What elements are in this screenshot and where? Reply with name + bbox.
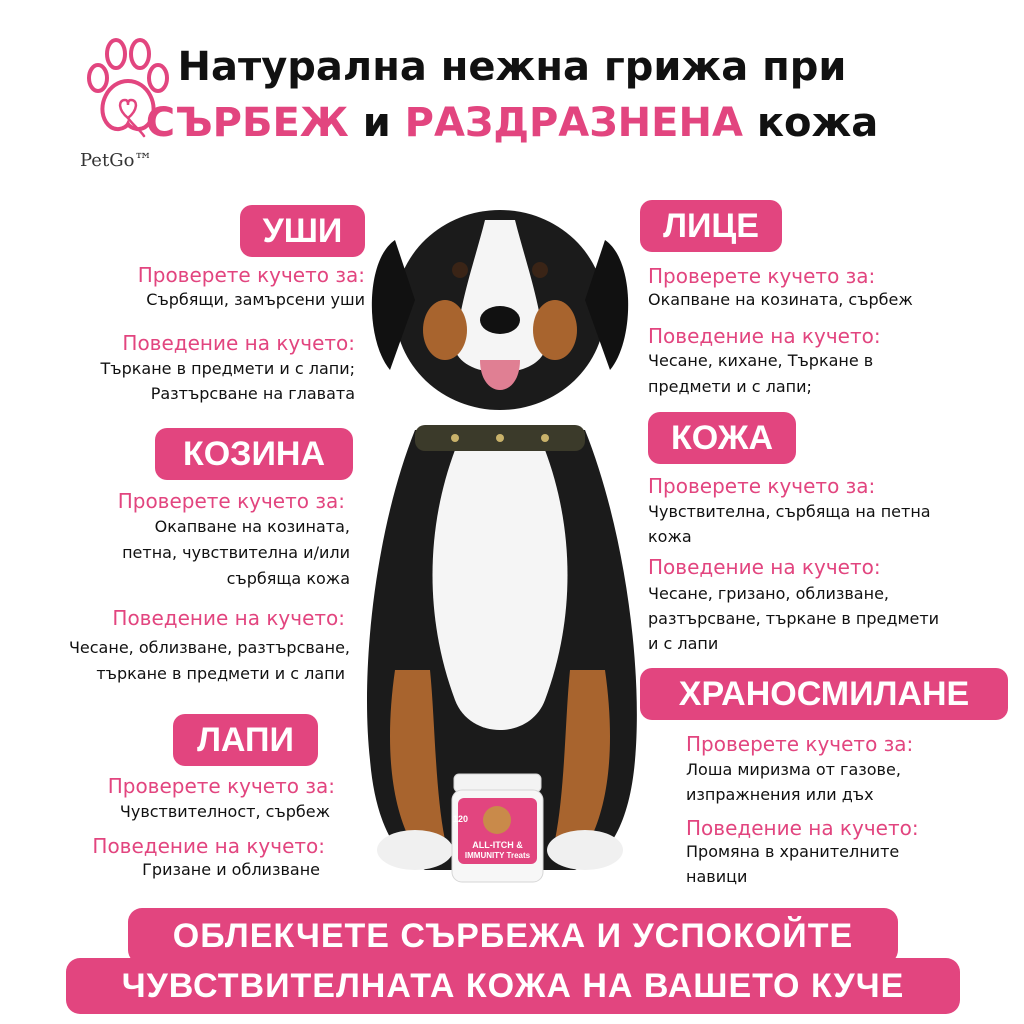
digestion-behavior-label: Поведение на кучето: xyxy=(686,816,919,840)
coat-check-label: Проверете кучето за: xyxy=(117,489,345,513)
product-jar-count: 120 xyxy=(453,814,469,824)
section-coat-title: КОЗИНА xyxy=(155,428,353,480)
section-skin-title: КОЖА xyxy=(648,412,796,464)
section-paws-title: ЛАПИ xyxy=(173,714,318,766)
cta-line-2: ЧУВСТВИТЕЛНАТА КОЖА НА ВАШЕТО КУЧЕ xyxy=(66,958,960,1014)
headline-word-irritated: РАЗДРАЗНЕНА xyxy=(404,100,743,146)
ears-check-text: Сърбящи, замърсени уши xyxy=(146,290,365,309)
skin-behavior-label: Поведение на кучето: xyxy=(648,555,881,579)
ears-behavior-label: Поведение на кучето: xyxy=(122,331,355,355)
brand-name: PetGo™ xyxy=(80,150,153,171)
skin-check-text-2: кожа xyxy=(648,527,692,546)
digestion-check-text-1: Лоша миризма от газове, xyxy=(686,760,901,779)
headline-tail: кожа xyxy=(756,100,879,146)
cta-line-1: ОБЛЕКЧЕТЕ СЪРБЕЖА И УСПОКОЙТЕ xyxy=(128,908,898,964)
digestion-behavior-text-2: навици xyxy=(686,867,748,886)
digestion-behavior-text-1: Промяна в хранителните xyxy=(686,842,900,861)
paws-check-text: Чувствителност, сърбеж xyxy=(119,802,330,821)
face-check-text: Окапване на козината, сърбеж xyxy=(648,290,913,309)
skin-behavior-text-1: Чесане, гризано, облизване, xyxy=(648,584,889,603)
headline-line2 xyxy=(0,100,1024,146)
skin-check-text-1: Чувствителна, сърбяща на петна xyxy=(648,502,931,521)
ears-check-label: Проверете кучето за: xyxy=(137,263,365,287)
product-jar xyxy=(450,772,545,884)
coat-behavior-label: Поведение на кучето: xyxy=(112,606,345,630)
ears-behavior-text-2: Разтърсване на главата xyxy=(150,384,355,403)
digestion-check-label: Проверете кучето за: xyxy=(686,732,914,756)
headline-connector: и xyxy=(362,100,391,146)
face-check-label: Проверете кучето за: xyxy=(648,264,876,288)
ears-behavior-text-1: Търкане в предмети и с лапи; xyxy=(100,359,355,378)
paws-behavior-text: Гризане и облизване xyxy=(142,860,320,879)
headline-word-itch: СЪРБЕЖ xyxy=(145,100,349,146)
paws-check-label: Проверете кучето за: xyxy=(107,774,335,798)
skin-behavior-text-2: разтърсване, търкане в предмети xyxy=(648,609,940,628)
skin-behavior-text-3: и с лапи xyxy=(648,634,719,653)
product-jar-line2: IMMUNITY Treats xyxy=(464,851,531,860)
coat-behavior-text-2: търкане в предмети и с лапи xyxy=(96,664,345,683)
face-behavior-text-1: Чесане, кихане, Търкане в xyxy=(648,351,874,370)
coat-behavior-text-1: Чесане, облизване, разтърсване, xyxy=(68,638,350,657)
skin-check-label: Проверете кучето за: xyxy=(648,474,876,498)
paws-behavior-label: Поведение на кучето: xyxy=(92,834,325,858)
coat-check-text-3: сърбяща кожа xyxy=(226,569,350,588)
section-digestion-title: ХРАНОСМИЛАНЕ xyxy=(640,668,1008,720)
coat-check-text-1: Окапване на козината, xyxy=(154,517,350,536)
digestion-check-text-2: изпражнения или дъх xyxy=(686,785,874,804)
face-behavior-label: Поведение на кучето: xyxy=(648,324,881,348)
section-face-title: ЛИЦЕ xyxy=(640,200,782,252)
headline-line1: Натурална нежна грижа при xyxy=(177,44,847,90)
coat-check-text-2: петна, чувствителна и/или xyxy=(122,543,350,562)
product-jar-line1: ALL-ITCH & xyxy=(472,840,523,850)
face-behavior-text-2: предмети и с лапи; xyxy=(648,377,812,396)
section-ears-title: УШИ xyxy=(240,205,365,257)
